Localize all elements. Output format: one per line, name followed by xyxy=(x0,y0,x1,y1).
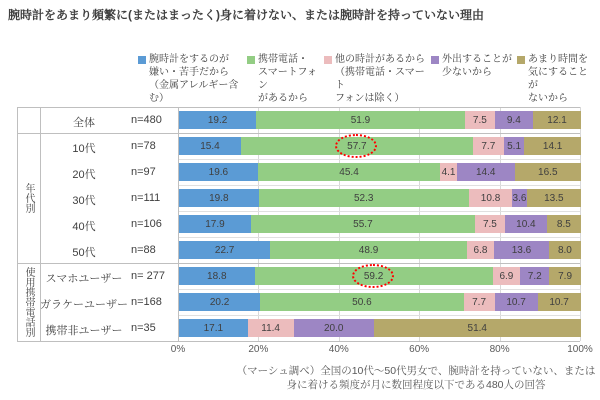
legend-item-label-line: があるから xyxy=(258,93,308,104)
stacked-bar xyxy=(179,189,581,207)
stacked-bar xyxy=(179,319,581,337)
bar-segment: 48.9 xyxy=(270,241,467,259)
bar-segment: 11.4 xyxy=(248,319,294,337)
row-label: 携帯非ユーザー xyxy=(45,325,123,337)
legend-item-label xyxy=(528,53,597,105)
bar-segment: 57.7 xyxy=(241,137,473,155)
row-n-value: n=168 xyxy=(131,296,162,308)
bar-segment: 10.4 xyxy=(505,215,547,233)
bar-segment: 22.7 xyxy=(179,241,270,259)
highlight-ellipse xyxy=(335,134,377,158)
bar-segment: 9.4 xyxy=(495,111,533,129)
bar-segment: 8.5 xyxy=(547,215,581,233)
legend-item-label-line: スマートフォン xyxy=(258,67,317,91)
legend-item-label-line: 少ないから xyxy=(442,67,492,78)
stacked-bar xyxy=(179,137,581,155)
row-separator xyxy=(178,185,580,186)
x-axis-tick-label: 40% xyxy=(328,344,349,355)
legend-item-label-line: 他の時計があるから xyxy=(335,54,425,65)
stacked-bar xyxy=(179,215,581,233)
stacked-bar xyxy=(179,163,581,181)
bar-segment: 59.2 xyxy=(255,267,493,285)
bar-segment: 14.4 xyxy=(457,163,515,181)
bar-segment: 19.6 xyxy=(179,163,258,181)
bar-segment: 18.8 xyxy=(179,267,255,285)
bar-segment: 7.5 xyxy=(465,111,495,129)
legend-swatch-icon xyxy=(138,56,146,64)
bar-segment: 50.6 xyxy=(260,293,463,311)
table-border xyxy=(17,263,580,264)
bar-segment: 13.6 xyxy=(494,241,549,259)
bar-segment: 3.6 xyxy=(512,189,526,207)
legend xyxy=(138,53,597,105)
row-label: 20代 xyxy=(72,169,96,181)
stacked-bar xyxy=(179,293,581,311)
bar-segment: 6.8 xyxy=(467,241,494,259)
legend-item xyxy=(138,53,247,105)
x-axis-tick-label: 60% xyxy=(409,344,430,355)
legend-item-label xyxy=(258,53,324,105)
legend-swatch-icon xyxy=(247,56,255,64)
row-label: 全体 xyxy=(73,117,95,129)
row-n-value: n=88 xyxy=(131,244,156,256)
legend-swatch-icon xyxy=(431,56,439,64)
legend-item xyxy=(517,53,597,105)
row-label: 30代 xyxy=(72,195,96,207)
source-note xyxy=(236,364,596,392)
legend-item-label-line: ないから xyxy=(528,93,568,104)
legend-item-label-line: フォンは除く） xyxy=(335,93,405,104)
bar-segment: 7.7 xyxy=(473,137,504,155)
bar-segment: 17.1 xyxy=(179,319,248,337)
row-n-value: n=78 xyxy=(131,140,156,152)
stacked-bar xyxy=(179,241,581,259)
row-separator xyxy=(178,211,580,212)
bar-segment: 55.7 xyxy=(251,215,475,233)
bar-segment: 12.1 xyxy=(533,111,582,129)
legend-swatch-icon xyxy=(517,56,525,64)
bar-segment: 19.2 xyxy=(179,111,256,129)
row-separator xyxy=(178,237,580,238)
row-separator xyxy=(178,159,580,160)
row-n-value: n=35 xyxy=(131,322,156,334)
legend-item-label-line: 携帯電話・ xyxy=(258,54,308,65)
legend-item xyxy=(431,53,517,105)
row-group-label: 年代別 xyxy=(23,183,34,213)
row-n-value: n=480 xyxy=(131,114,162,126)
bar-segment: 19.8 xyxy=(179,189,259,207)
legend-item-label-line: （金属アレルギー含む） xyxy=(149,80,239,104)
bar-segment: 51.4 xyxy=(374,319,581,337)
bar-segment: 5.1 xyxy=(504,137,525,155)
bar-segment: 52.3 xyxy=(259,189,469,207)
stacked-bar xyxy=(179,111,581,129)
legend-item-label-line: 気にすることが xyxy=(528,67,588,91)
chart-title: 腕時計をあまり頻繁に(またはまったく)身に着けない、または腕時計を持っていない理由 xyxy=(8,8,484,22)
legend-item-label-line: あまり時間を xyxy=(528,54,588,65)
bar-segment: 17.9 xyxy=(179,215,251,233)
row-n-value: n=111 xyxy=(131,192,161,204)
table-border xyxy=(17,341,580,342)
row-separator xyxy=(178,315,580,316)
x-axis-tick-label: 20% xyxy=(248,344,269,355)
bar-segment: 20.0 xyxy=(294,319,374,337)
row-n-value: n=97 xyxy=(131,166,156,178)
legend-item-label xyxy=(149,53,247,105)
bar-segment: 20.2 xyxy=(179,293,260,311)
row-label: 50代 xyxy=(72,247,96,259)
legend-swatch-icon xyxy=(324,56,332,64)
x-axis-tick-label: 0% xyxy=(170,344,186,355)
legend-item xyxy=(324,53,431,105)
legend-item xyxy=(247,53,324,105)
row-separator xyxy=(178,289,580,290)
bar-segment: 10.7 xyxy=(538,293,581,311)
x-axis-tick-label: 100% xyxy=(567,344,593,355)
bar-segment: 16.5 xyxy=(515,163,581,181)
legend-item-label-line: （携帯電話・スマート xyxy=(335,67,425,91)
legend-item-label-line: 嫌い・苦手だから xyxy=(149,67,229,78)
bar-segment: 7.5 xyxy=(475,215,505,233)
table-border xyxy=(17,133,580,134)
bar-segment: 51.9 xyxy=(256,111,465,129)
legend-item-label xyxy=(335,53,431,105)
source-note-line1: （マーシュ調べ）全国の10代～50代男女で、腕時計を持っていない、または xyxy=(236,365,596,377)
table-border xyxy=(17,107,580,108)
row-label: 40代 xyxy=(72,221,96,233)
bar-segment: 4.1 xyxy=(440,163,456,181)
legend-item-label xyxy=(442,53,512,105)
bar-segment: 14.1 xyxy=(524,137,581,155)
row-n-value: n=106 xyxy=(131,218,162,230)
row-n-value: n= 277 xyxy=(131,270,165,282)
bar-segment: 7.2 xyxy=(520,267,549,285)
bar-segment: 10.8 xyxy=(469,189,512,207)
legend-item-label-line: 外出することが xyxy=(442,54,512,65)
legend-item-label-line: 腕時計をするのが xyxy=(149,54,229,65)
bar-segment: 10.7 xyxy=(495,293,538,311)
bar-segment: 8.0 xyxy=(549,241,581,259)
source-note-line2: 身に着ける頻度が月に数回程度以下である480人の回答 xyxy=(286,379,546,391)
bar-segment: 15.4 xyxy=(179,137,241,155)
x-axis-tick-label: 80% xyxy=(489,344,510,355)
row-label: スマホユーザー xyxy=(45,273,123,285)
bar-segment: 7.9 xyxy=(549,267,581,285)
bar-segment: 7.7 xyxy=(464,293,495,311)
bar-segment: 6.9 xyxy=(493,267,521,285)
bar-segment: 45.4 xyxy=(258,163,441,181)
row-label: ガラケーユーザー xyxy=(40,299,128,311)
bar-segment: 13.5 xyxy=(527,189,581,207)
highlight-ellipse xyxy=(352,264,394,288)
row-label: 10代 xyxy=(72,143,96,155)
row-group-label: 使用携帯電話別 xyxy=(23,267,34,337)
